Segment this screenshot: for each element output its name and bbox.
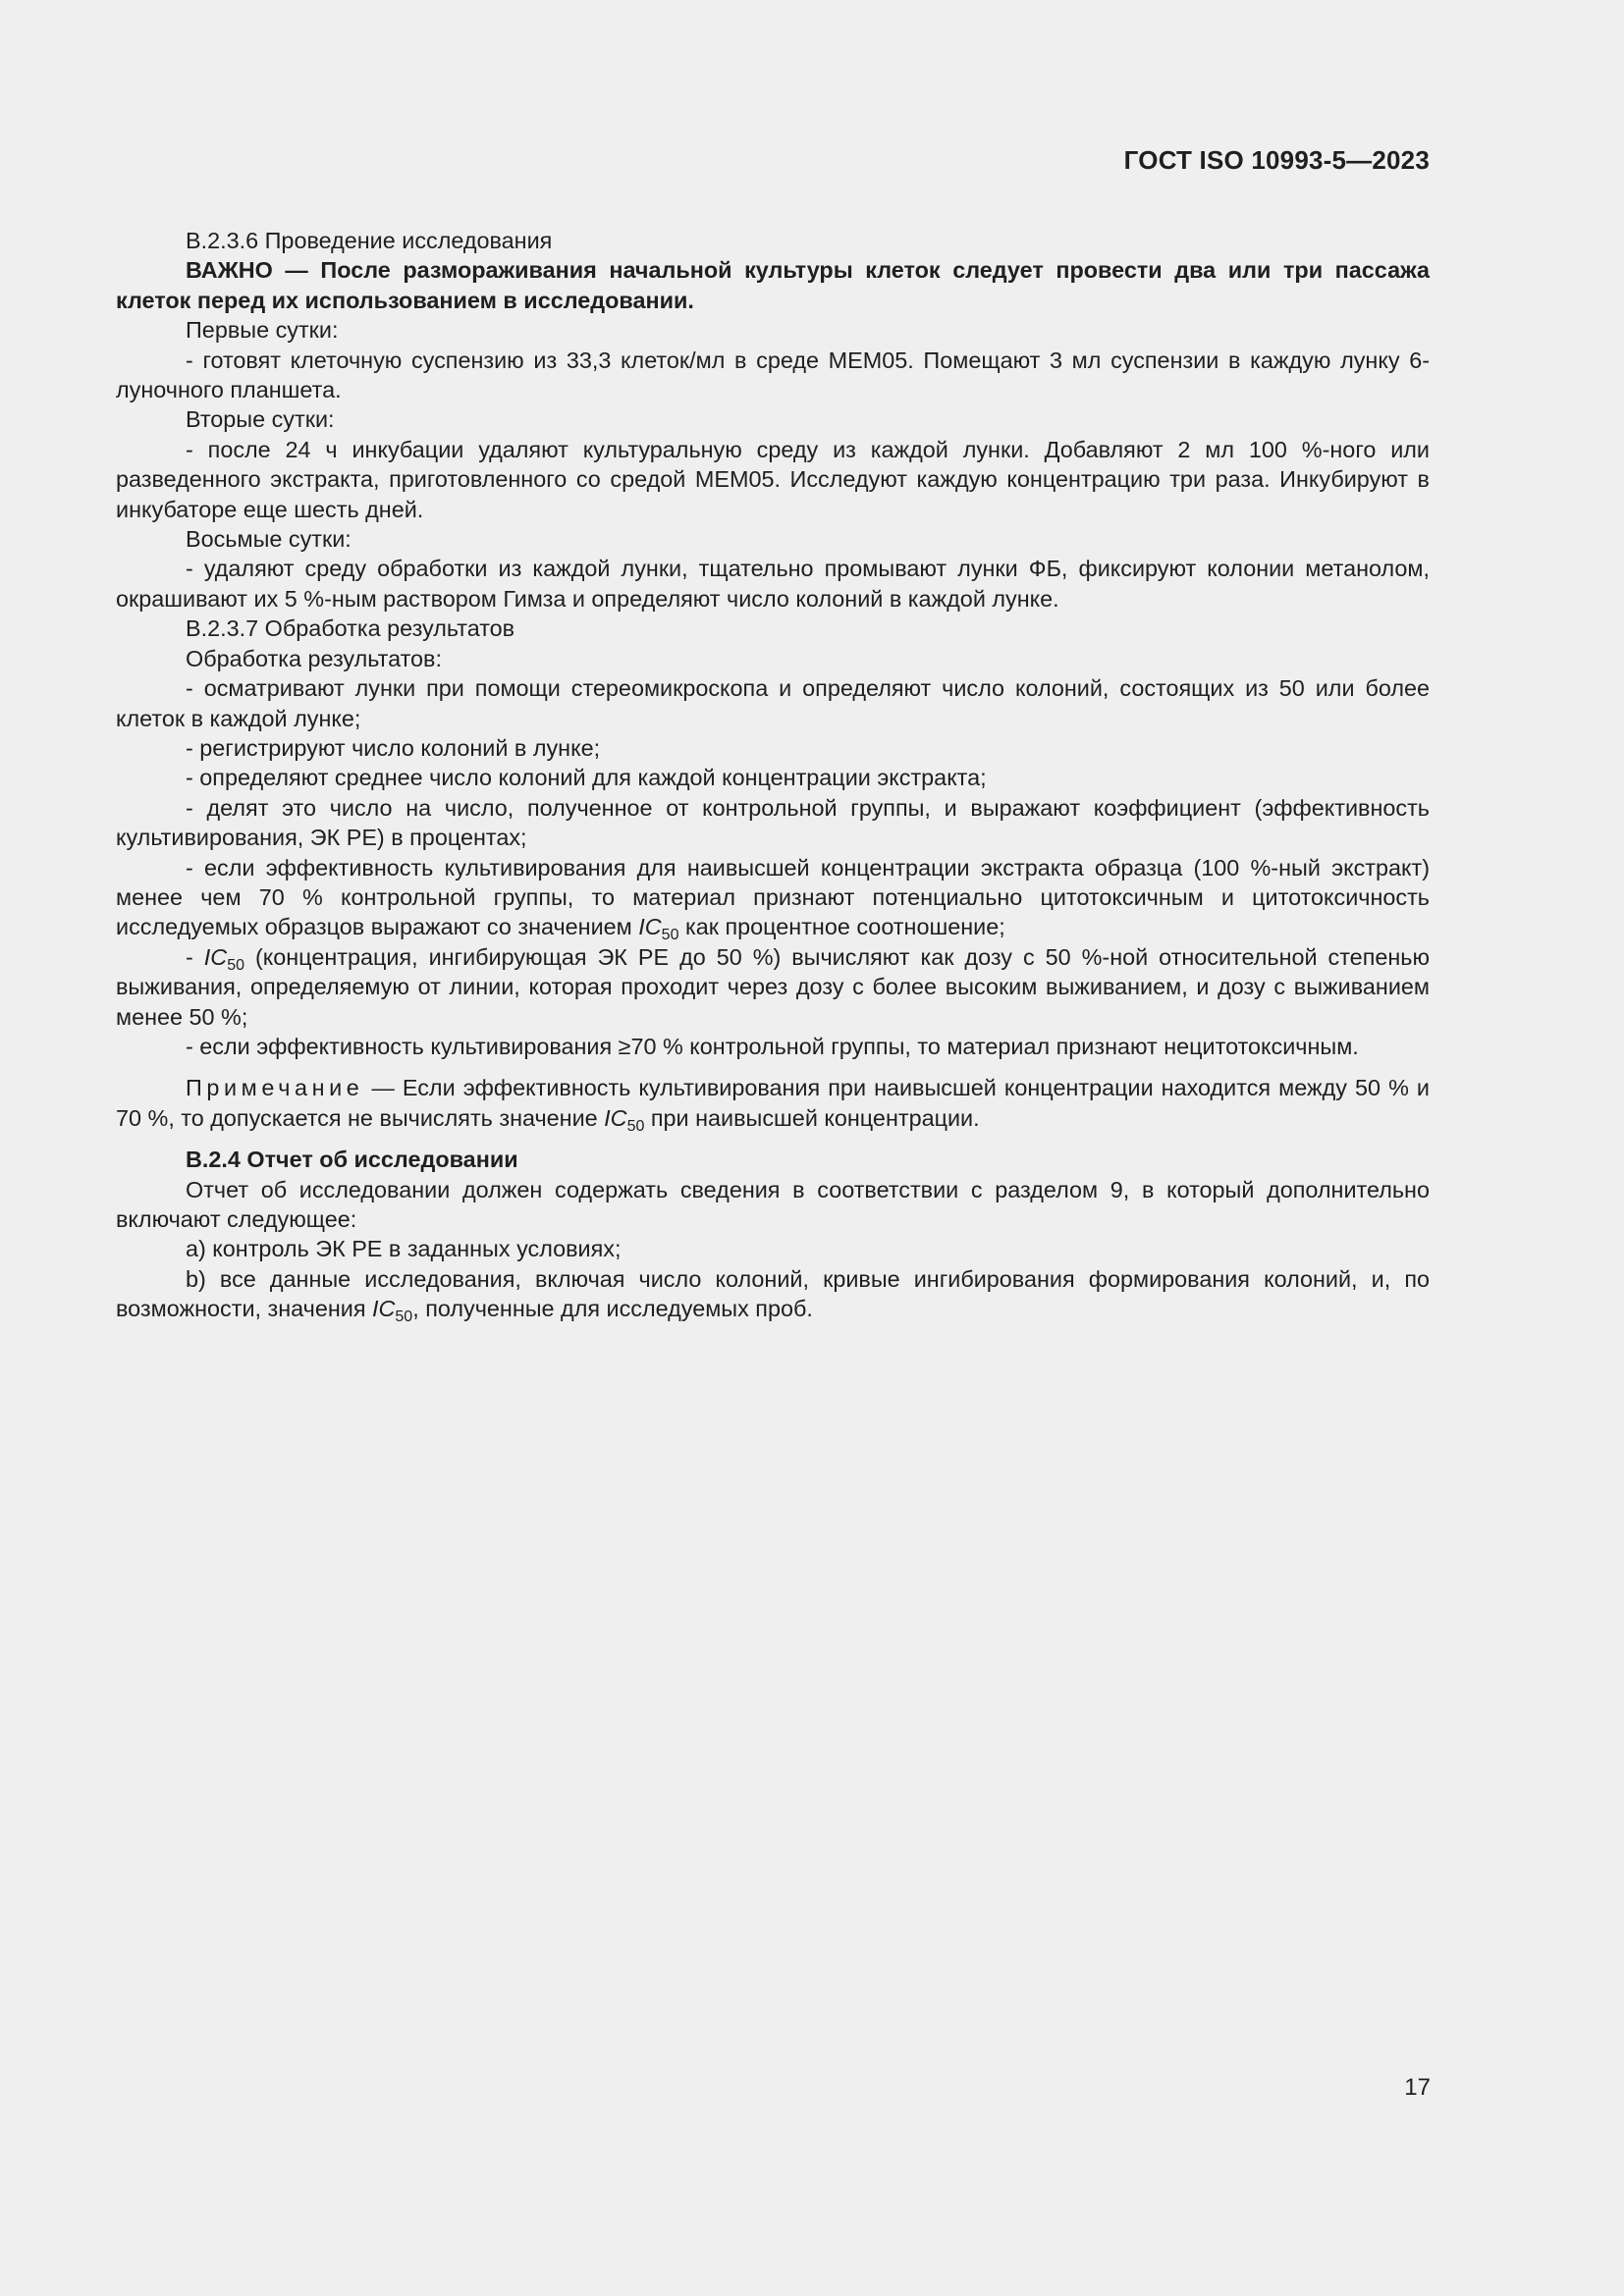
processing-item-5-text: - если эффективность культивирования для наивысшей концентрации экстракта образца (100 %-ный экстракт) менее чем 70 % контрольной группы, то материал признают потенциально цитотоксичным и цитотоксичность исследуемых образцов выражают со значением xyxy=(116,854,1430,940)
processing-heading: Обработка результатов: xyxy=(186,645,442,671)
day1-heading: Первые сутки: xyxy=(186,317,339,344)
ic-letters: IC xyxy=(372,1296,396,1322)
day2-heading: Вторые сутки: xyxy=(186,406,335,433)
processing-item-3: - определяют среднее число колоний для каждой концентрации экстракта; xyxy=(186,765,987,791)
section-heading-b236: В.2.3.6 Проведение исследования xyxy=(186,228,553,253)
note-text: — Если эффективность культивирования при наивысшей концентрации находится между 50 % и 70 %, то допускается не вычислять значение xyxy=(116,1075,1430,1131)
ic-letters: IC xyxy=(203,943,228,970)
processing-item-7: - если эффективность культивирования ≥70 % контрольной группы, то материал признают нецитотоксичным. xyxy=(186,1033,1359,1059)
report-item-b-tail: , полученные для исследуемых проб. xyxy=(412,1296,813,1322)
processing-item-6-dash: - xyxy=(186,943,193,970)
ic-letters: IC xyxy=(638,914,662,940)
day2-item: - после 24 ч инкубации удаляют культуральную среду из каждой лунки. Добавляют 2 мл 100 %-ного или разведенного экстракта, приготовленного со средой MEM05. Исследуют каждую концентрацию три раза. Инкубируют в инкубаторе еще шесть дней. xyxy=(116,436,1430,522)
day8-heading: Восьмые сутки: xyxy=(186,526,352,553)
note-label: Примечание xyxy=(186,1075,364,1101)
processing-item-6 xyxy=(116,942,1430,1032)
day1-item: - готовят клеточную суспензию из 33,3 клеток/мл в среде MEM05. Помещают 3 мл суспензии в каждую лунку 6-луночного планшета. xyxy=(116,347,1430,403)
ic50-symbol xyxy=(604,1105,626,1131)
processing-item-4: - делят это число на число, полученное от контрольной группы, и выражают коэффициент (эффективность культивирования, ЭК PE) в процентах; xyxy=(116,794,1430,851)
processing-item-6-text: (концентрация, ингибирующая ЭК PE до 50 %) вычисляют как дозу с 50 %-ной относительной степенью выживания, определяемую от линии, которая проходит через дозу с более высоким выживанием, и дозу с выживанием менее 50 %; xyxy=(116,943,1431,1030)
note-tail: при наивысшей концентрации. xyxy=(650,1104,980,1131)
ic50-subscript: 50 xyxy=(395,1308,413,1326)
section-heading-b237: В.2.3.7 Обработка результатов xyxy=(186,615,515,642)
processing-item-5-tail: как процентное соотношение; xyxy=(684,914,1005,940)
report-item-b xyxy=(116,1264,1430,1324)
report-item-a: a) контроль ЭК PE в заданных условиях; xyxy=(186,1236,622,1262)
ic50-symbol xyxy=(372,1296,395,1321)
important-notice: ВАЖНО — После размораживания начальной культуры клеток следует провести два или три пассажа клеток перед их использованием в исследовании. xyxy=(116,257,1430,313)
processing-item-5 xyxy=(116,853,1430,942)
ic50-symbol xyxy=(638,914,661,939)
processing-item-2: - регистрируют число колоний в лунке; xyxy=(186,734,601,761)
page-number: 17 xyxy=(1404,2074,1431,2101)
processing-item-1: - осматривают лунки при помощи стереомикроскопа и определяют число колоний, состоящих из 50 или более клеток в каждой лунке; xyxy=(116,675,1430,731)
document-header: ГОСТ ISO 10993-5—2023 xyxy=(1123,145,1430,175)
note-paragraph xyxy=(116,1073,1430,1133)
report-intro: Отчет об исследовании должен содержать сведения в соответствии с разделом 9, в который дополнительно включают следующее: xyxy=(116,1176,1430,1232)
ic50-subscript: 50 xyxy=(661,927,679,944)
section-heading-b24: В.2.4 Отчет об исследовании xyxy=(186,1147,518,1173)
document-body xyxy=(116,226,1430,1324)
ic50-symbol xyxy=(204,944,227,970)
day8-item: - удаляют среду обработки из каждой лунки, тщательно промывают лунки ФБ, фиксируют колонии метанолом, окрашивают их 5 %-ным раствором Гимза и определяют число колоний в каждой лунке. xyxy=(116,556,1430,612)
ic50-subscript: 50 xyxy=(227,956,244,974)
ic-letters: IC xyxy=(604,1104,627,1131)
ic50-subscript: 50 xyxy=(626,1117,645,1135)
report-item-b-text: b) все данные исследования, включая число колоний, кривые ингибирования формирования колоний, и, по возможности, значения xyxy=(116,1265,1430,1322)
